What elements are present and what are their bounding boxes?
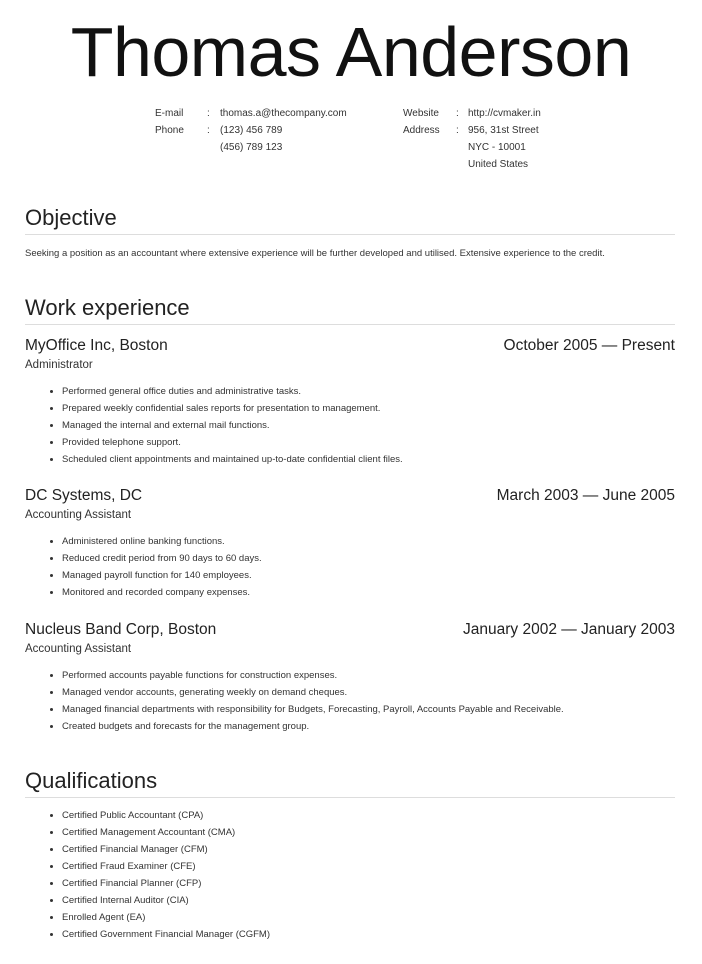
phone-separator: : <box>207 125 210 136</box>
list-item: • Administered online banking functions. <box>62 533 702 550</box>
phone-value-1: (123) 456 789 <box>220 125 283 136</box>
list-item: • Certified Financial Planner (CFP) <box>62 875 702 892</box>
job-dates: October 2005 — Present <box>503 337 675 354</box>
list-item: • Certified Internal Auditor (CIA) <box>62 892 702 909</box>
list-item: • Monitored and recorded company expenses. <box>62 584 702 601</box>
job-company: DC Systems, DC <box>25 487 143 504</box>
list-item: • Managed financial departments with responsibility for Budgets, Forecasting, Payroll, Accounts Payable and Receivable. <box>62 701 702 718</box>
list-item: • Enrolled Agent (EA) <box>62 909 702 926</box>
address-label: Address <box>403 125 440 136</box>
list-item: • Certified Government Financial Manager (CGFM) <box>62 926 702 943</box>
job-header <box>25 336 675 356</box>
job-company: MyOffice Inc, Boston <box>25 337 168 354</box>
job-duties-list <box>25 383 702 468</box>
email-value[interactable]: thomas.a@thecompany.com <box>220 108 347 119</box>
address-line-3: United States <box>468 159 529 170</box>
list-item: • Managed the internal and external mail functions. <box>62 417 702 434</box>
list-item: • Created budgets and forecasts for the management group. <box>62 718 702 735</box>
list-item: • Reduced credit period from 90 days to 60 days. <box>62 550 702 567</box>
list-item: • Certified Financial Manager (CFM) <box>62 841 702 858</box>
website-separator: : <box>456 108 459 119</box>
objective-heading: Objective <box>25 204 675 235</box>
job-role: Administrator <box>25 359 93 371</box>
website-label: Website <box>403 108 439 119</box>
address-separator: : <box>456 125 459 136</box>
list-item: • Certified Fraud Examiner (CFE) <box>62 858 702 875</box>
job-header <box>25 486 675 506</box>
qualifications-list <box>25 807 702 943</box>
work-experience-heading: Work experience <box>25 294 675 325</box>
job-header <box>25 620 675 640</box>
email-separator: : <box>207 108 210 119</box>
email-label: E-mail <box>155 108 184 119</box>
job-duties-list <box>25 533 702 601</box>
list-item: • Provided telephone support. <box>62 434 702 451</box>
candidate-name: Thomas Anderson <box>70 13 632 91</box>
list-item: • Performed accounts payable functions for construction expenses. <box>62 667 702 684</box>
phone-value-2: (456) 789 123 <box>220 142 283 153</box>
list-item: • Scheduled client appointments and maintained up-to-date confidential client files. <box>62 451 702 468</box>
list-item: • Certified Public Accountant (CPA) <box>62 807 702 824</box>
qualifications-heading: Qualifications <box>25 767 675 798</box>
list-item: • Prepared weekly confidential sales reports for presentation to management. <box>62 400 702 417</box>
list-item: • Certified Management Accountant (CMA) <box>62 824 702 841</box>
job-company: Nucleus Band Corp, Boston <box>25 621 217 638</box>
objective-text: Seeking a position as an accountant where extensive experience will be further developed and utilised. Extensive experience to the credit. <box>25 248 605 259</box>
phone-label: Phone <box>155 125 184 136</box>
list-item: • Managed payroll function for 140 employees. <box>62 567 702 584</box>
job-duties-list <box>25 667 702 735</box>
job-role: Accounting Assistant <box>25 509 132 521</box>
list-item: • Performed general office duties and administrative tasks. <box>62 383 702 400</box>
job-dates: January 2002 — January 2003 <box>463 621 675 638</box>
list-item: • Managed vendor accounts, generating weekly on demand cheques. <box>62 684 702 701</box>
job-role: Accounting Assistant <box>25 643 132 655</box>
job-dates: March 2003 — June 2005 <box>496 487 675 504</box>
website-value[interactable]: http://cvmaker.in <box>468 108 541 119</box>
address-line-1: 956, 31st Street <box>468 125 539 136</box>
address-line-2: NYC - 10001 <box>468 142 526 153</box>
